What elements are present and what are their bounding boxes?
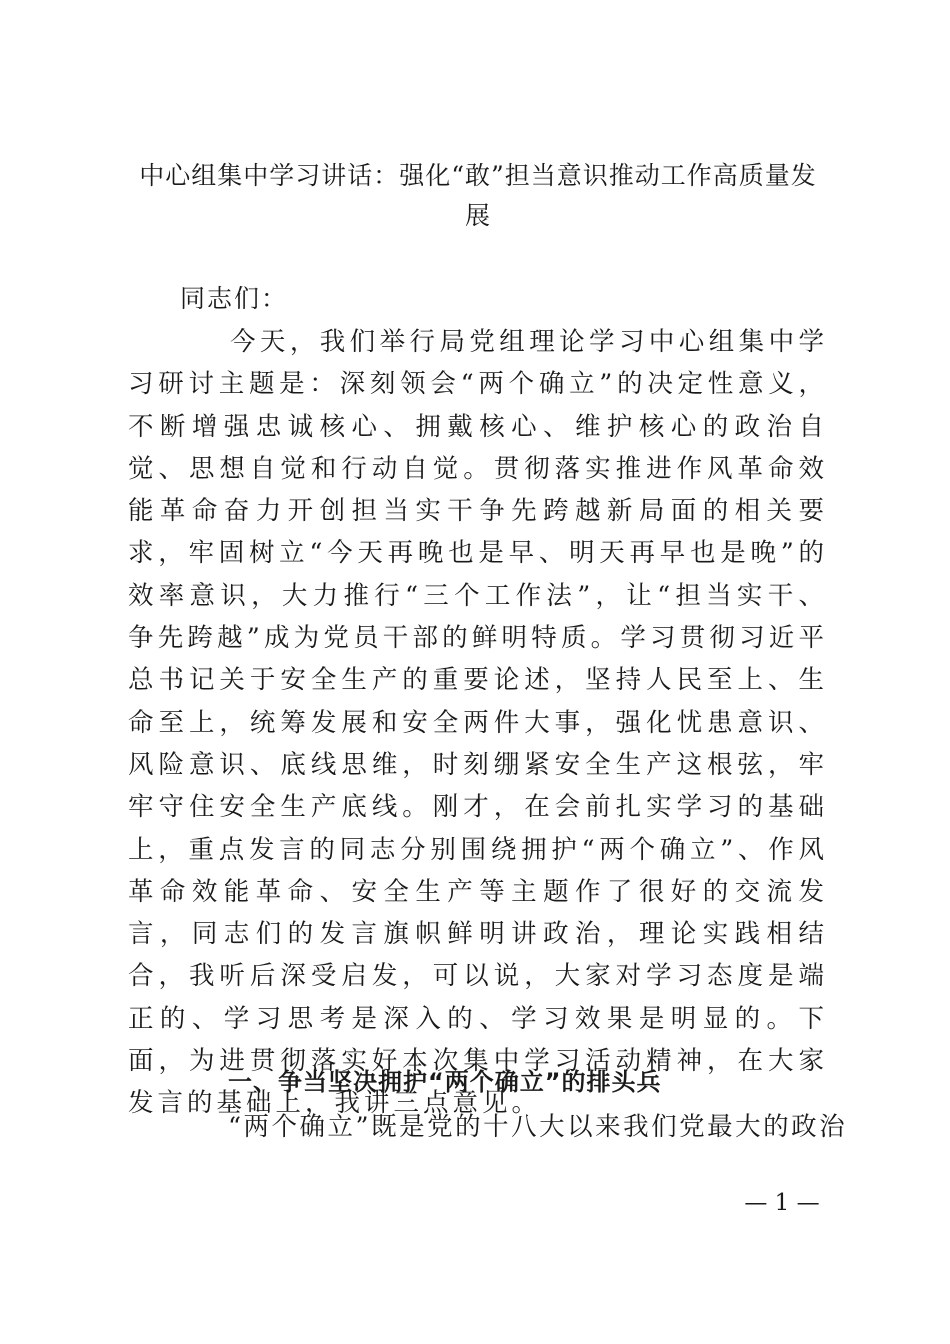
document-title: 中心组集中学习讲话：强化“敢”担当意识推动工作高质量发展 [139,161,817,230]
section-heading: 一、争当坚决拥护“两个确立”的排头兵 [228,1068,662,1096]
body-paragraph: “两个确立”既是党的十八大以来我们党最大的政治 [228,1112,848,1142]
salutation: 同志们： [180,284,289,313]
page-number: — 1 — [744,1190,820,1216]
body-paragraph: 今天，我们举行局党组理论学习中心组集中学习研讨主题是：深刻领会“两个确立”的决定性意义，不断增强忠诚核心、拥戴核心、维护核心的政治自觉、思想自觉和行动自觉。贯彻落实推进作风革命效能革命奋力开创担当实干争先跨越新局面的相关要求，牢固树立“今天再晚也是早、明天再早也是晚”的效率意识，大力推行“三个工作法”，让“担当实干、争先跨越”成为党员干部的鲜明特质。学习贯彻习近平总书记关于安全生产的重要论述，坚持人民至上、生命至上，统筹发展和安全两件大事，强化忧患意识、风险意识、底线思维，时刻绷紧安全生产这根弦，牢牢守住安全生产底线。刚才，在会前扎实学习的基础上，重点发言的同志分别围绕拥护“两个确立”、作风革命效能革命、安全生产等主题作了很好的交流发言，同志们的发言旗帜鲜明讲政治，理论实践相结合，我听后深受启发，可以说，大家对学习态度是端正的、学习思考是深入的、学习效果是明显的。下面，为进贯彻落实好本次集中学习活动精神，在大家发言的基础上，我讲三点意见。 [128,327,828,1119]
